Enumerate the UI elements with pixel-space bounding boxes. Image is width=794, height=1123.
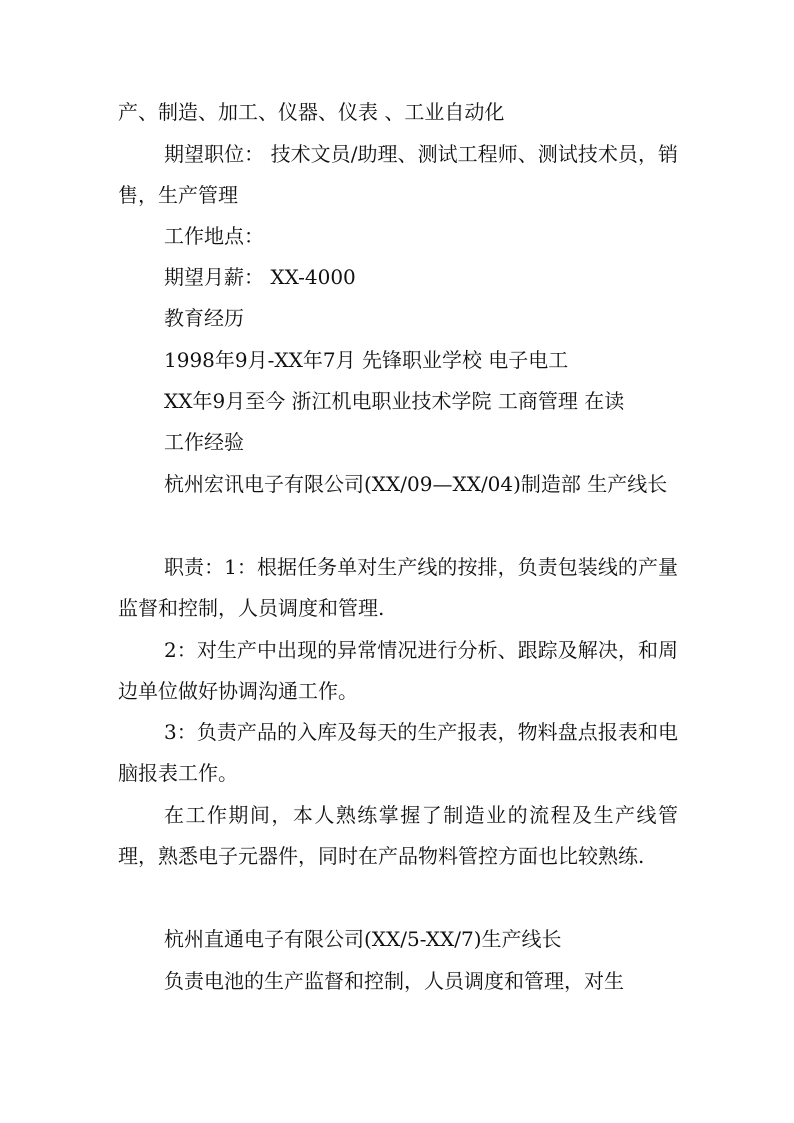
job-entry-1-title: 杭州宏讯电子有限公司(XX/09—XX/04)制造部 生产线长 [164,472,668,496]
job-entry-2-title: 杭州直通电子有限公司(XX/5-XX/7)生产线长 [164,927,562,951]
heading-work-experience: 工作经验 [164,430,244,454]
education-entry-1: 1998年9月-XX年7月 先锋职业学校 电子电工 [164,348,569,372]
job-entry-1-summary: 在工作期间，本人熟练掌握了制造业的流程及生产线管理，熟悉电子元器件，同时在产品物料管控方面也比较熟练. [118,803,678,868]
paragraph-industry-continued: 产、制造、加工、仪器、仪表 、工业自动化 [118,100,505,124]
paragraph-work-location: 工作地点： [164,224,264,248]
job-entry-1-duty-2: 2：对生产中出现的异常情况进行分析、跟踪及解决，和周边单位做好协调沟通工作。 [118,638,678,703]
paragraph-desired-position: 期望职位： 技术文员/助理、测试工程师、测试技术员，销售，生产管理 [118,142,678,207]
job-entry-1-duty-1: 职责：1：根据任务单对生产线的按排，负责包装线的产量监督和控制，人员调度和管理. [118,555,678,620]
paragraph-desired-salary: 期望月薪： XX-4000 [164,265,356,289]
education-entry-2: XX年9月至今 浙江机电职业技术学院 工商管理 在读 [164,389,625,413]
job-entry-1-duty-3: 3：负责产品的入库及每天的生产报表，物料盘点报表和电脑报表工作。 [118,720,678,785]
heading-education: 教育经历 [164,306,244,330]
job-entry-2-duty: 负责电池的生产监督和控制，人员调度和管理，对生 [164,969,624,993]
